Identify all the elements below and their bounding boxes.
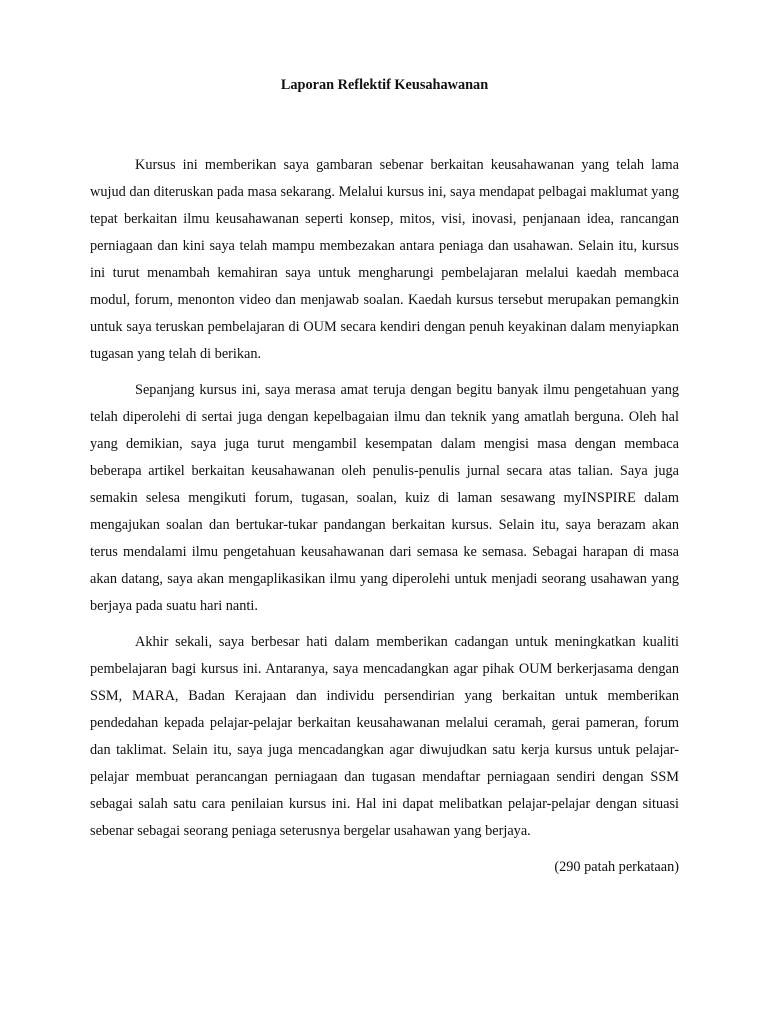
- paragraph-2: Sepanjang kursus ini, saya merasa amat teruja dengan begitu banyak ilmu pengetahuan yang telah diperolehi di sertai juga dengan kepelbagaian ilmu dan teknik yang amatlah berguna. Oleh hal yang demikian, saya juga turut mengambil kesempatan dalam mengisi masa dengan membaca beberapa artikel berkaitan keusahawanan oleh penulis-penulis jurnal secara atas talian. Saya juga semakin selesa mengikuti forum, tugasan, soalan, kuiz di laman sesawang myINSPIRE dalam mengajukan soalan dan bertukar-tukar pandangan berkaitan kursus. Selain itu, saya berazam akan terus mendalami ilmu pengetahuan keusahawanan dari semasa ke semasa. Sebagai harapan di masa akan datang, saya akan mengaplikasikan ilmu yang diperolehi untuk menjadi seorang usahawan yang berjaya pada suatu hari nanti.: [90, 382, 679, 614]
- paragraph-1: Kursus ini memberikan saya gambaran sebenar berkaitan keusahawanan yang telah lama wujud dan diteruskan pada masa sekarang. Melalui kursus ini, saya mendapat pelbagai maklumat yang tepat berkaitan ilmu keusahawanan seperti konsep, mitos, visi, inovasi, penjanaan idea, rancangan perniagaan dan kini saya telah mampu membezakan antara peniaga dan usahawan. Selain itu, kursus ini turut menambah kemahiran saya untuk mengharungi pembelajaran melalui kaedah membaca modul, forum, menonton video dan menjawab soalan. Kaedah kursus tersebut merupakan pemangkin untuk saya teruskan pembelajaran di OUM secara kendiri dengan penuh keyakinan dalam menyiapkan tugasan yang telah di berikan.: [90, 157, 679, 362]
- document-title: Laporan Reflektif Keusahawanan: [280, 77, 489, 93]
- paragraph-3: Akhir sekali, saya berbesar hati dalam memberikan cadangan untuk meningkatkan kualiti pembelajaran bagi kursus ini. Antaranya, saya mencadangkan agar pihak OUM berkerjasama dengan SSM, MARA, Badan Kerajaan dan individu persendirian yang berkaitan untuk memberikan pendedahan kepada pelajar-pelajar berkaitan keusahawanan melalui ceramah, gerai pameran, forum dan taklimat. Selain itu, saya juga mencadangkan agar diwujudkan satu kerja kursus untuk pelajar-pelajar membuat perancangan perniagaan dan tugasan mendaftar perniagaan sendiri dengan SSM sebagai salah satu cara penilaian kursus ini. Hal ini dapat melibatkan pelajar-pelajar dengan situasi sebenar sebagai seorang peniaga seterusnya bergelar usahawan yang berjaya.: [90, 634, 679, 839]
- word-count: (290 patah perkataan): [554, 859, 679, 875]
